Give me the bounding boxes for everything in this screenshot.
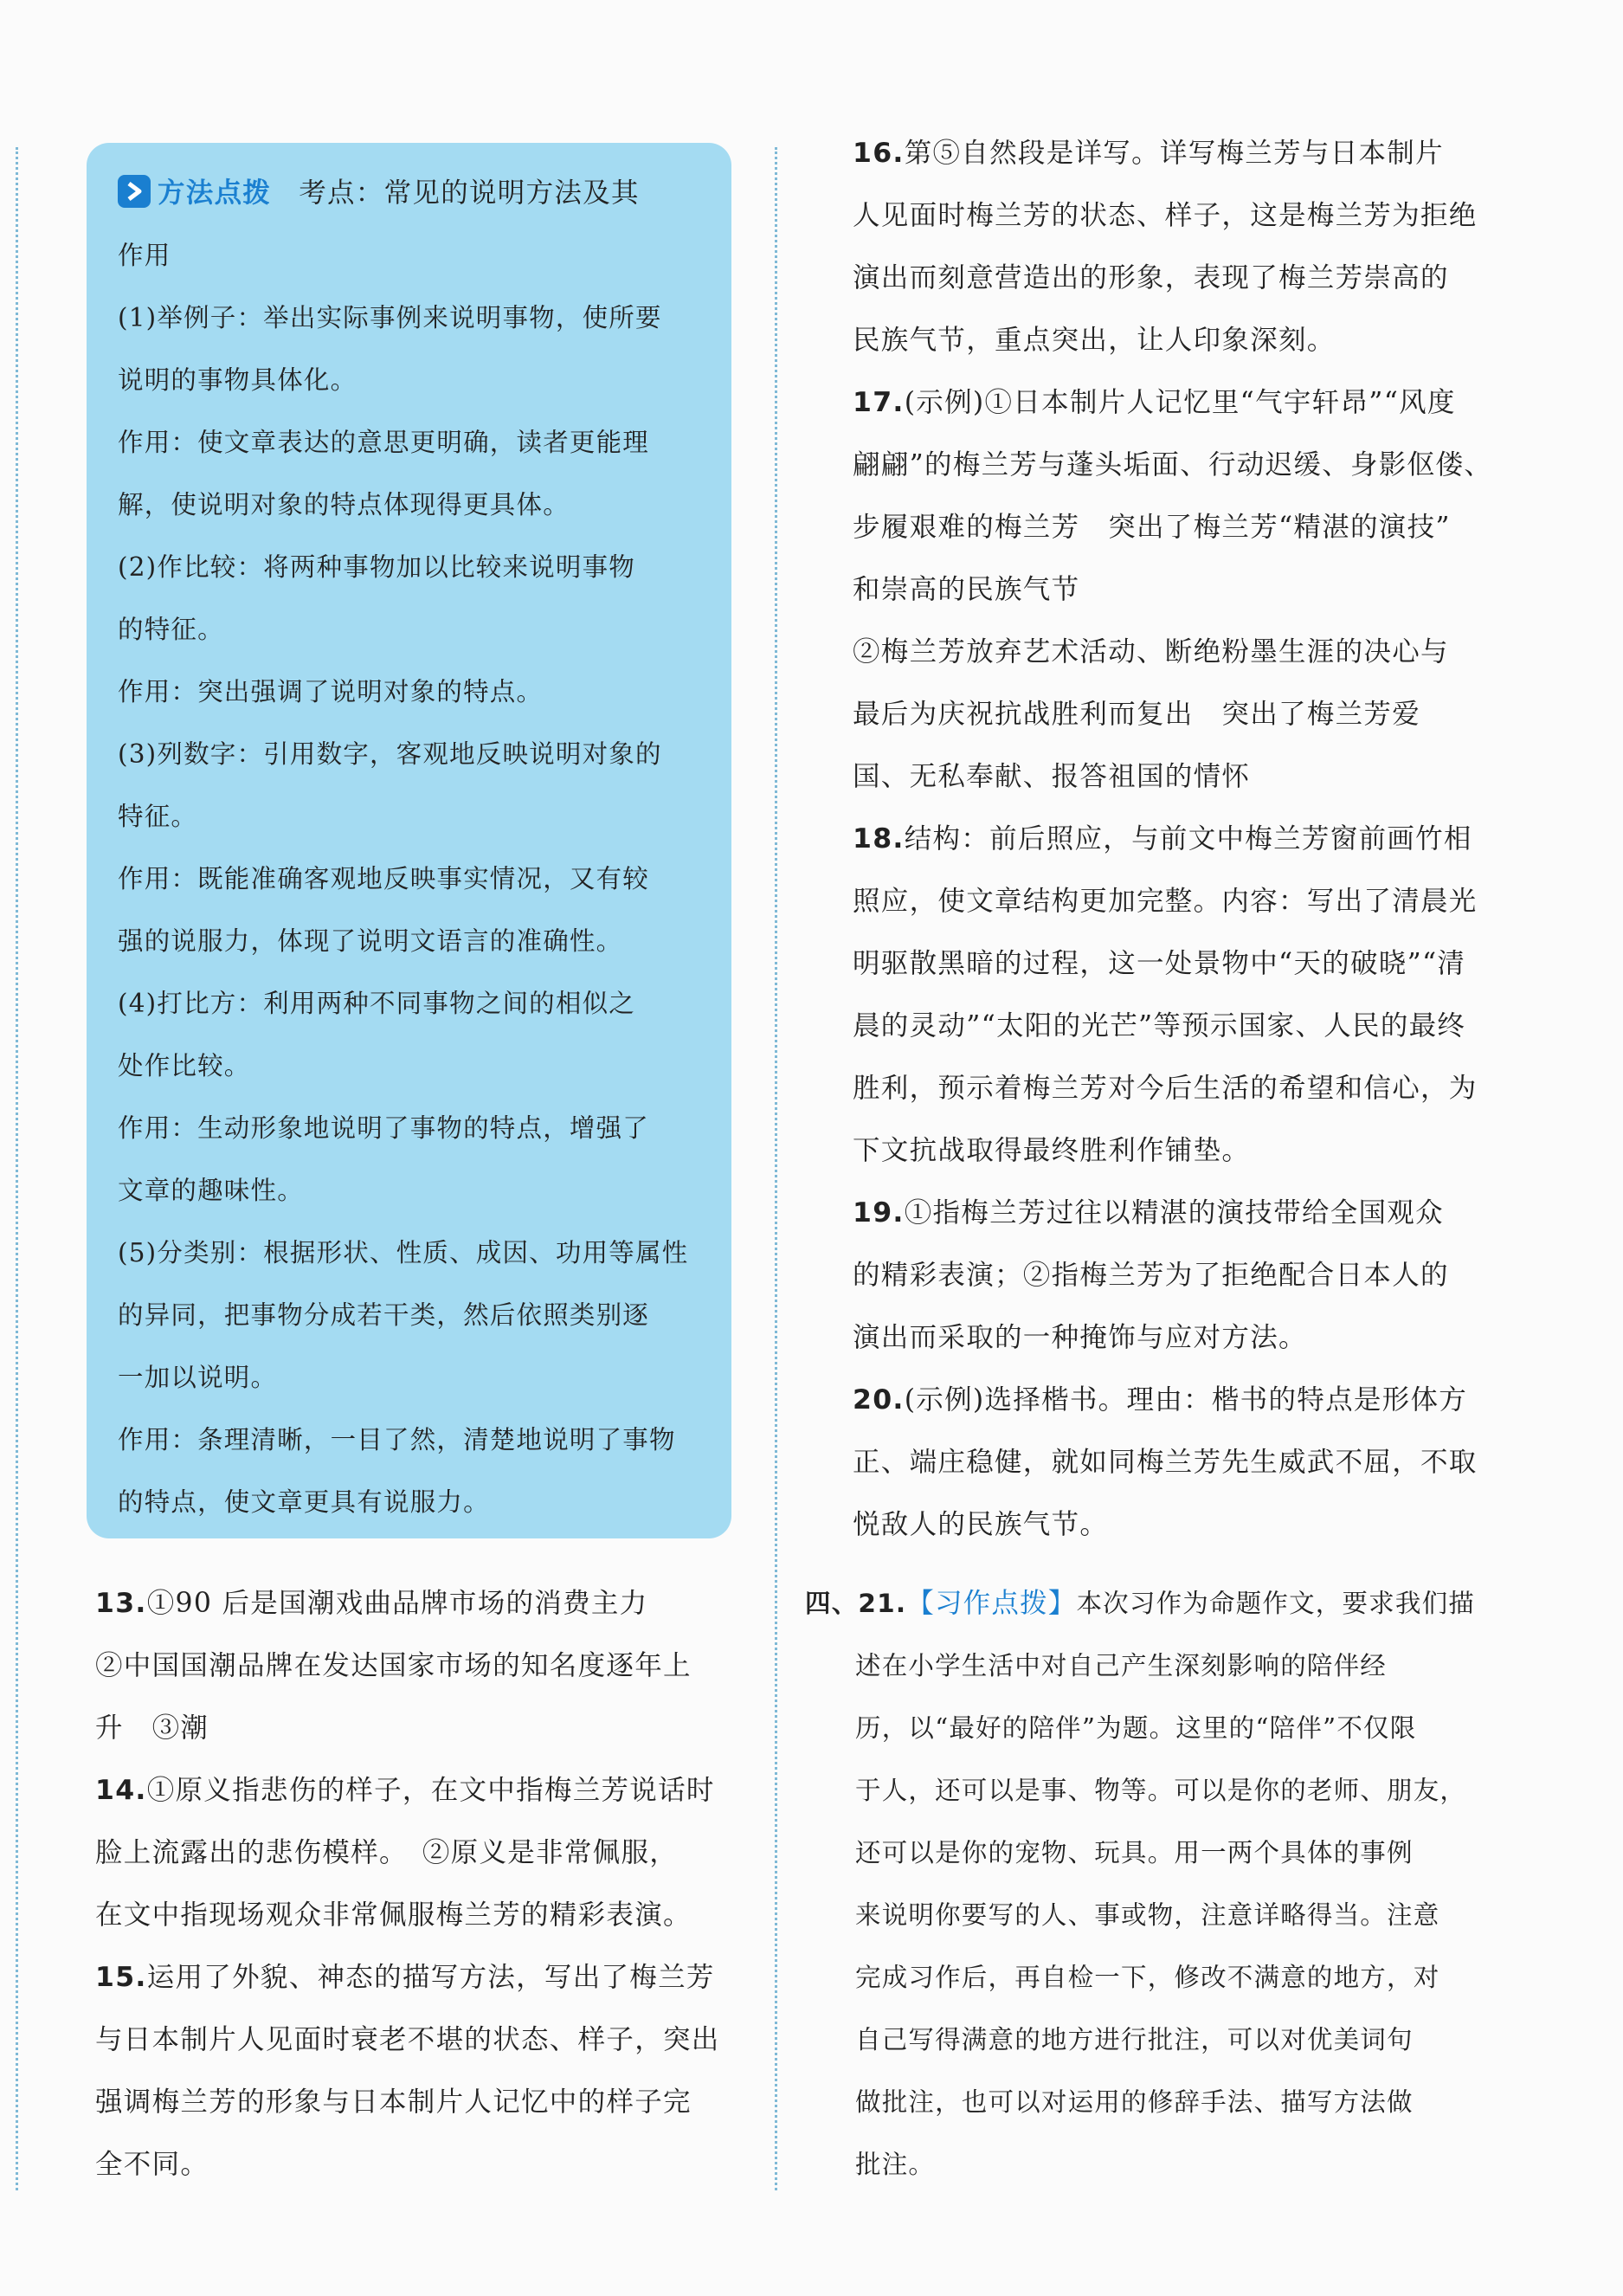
answer-block <box>853 1182 1502 1369</box>
question-21-line: 述在小学生活中对自己产生深刻影响的陪伴经 <box>855 1651 1388 1680</box>
question-21-line: 批注。 <box>855 2150 936 2179</box>
answer-line <box>853 870 1502 932</box>
answer-text: 下文抗战取得最终胜利作铺垫。 <box>853 1135 1251 1166</box>
answer-text: 脸上流露出的悲伤模样。 ②原义是非常佩服， <box>95 1837 679 1868</box>
answer-text: 步履艰难的梅兰芳 突出了梅兰芳“精湛的演技” <box>853 512 1451 543</box>
question-21-first-line <box>805 1572 1515 1635</box>
question-21-line: 历，以“最好的陪伴”为题。这里的“陪伴”不仅限 <box>855 1713 1417 1743</box>
answer-line <box>853 184 1502 247</box>
answer-line <box>95 1572 753 1635</box>
answer-number: 20. <box>853 1384 905 1416</box>
method-tips-line: 文章的趣味性。 <box>118 1176 304 1205</box>
answer-line <box>95 1759 753 1822</box>
method-tips-line: (4)打比方：利用两种不同事物之间的相似之 <box>118 989 635 1018</box>
method-tips-line: (2)作比较：将两种事物加以比较来说明事物 <box>118 552 635 582</box>
answer-text: 最后为庆祝抗战胜利而复出 突出了梅兰芳爱 <box>853 699 1421 730</box>
method-tips-line: 的异同，把事物分成若干类，然后依照类别逐 <box>118 1300 650 1330</box>
answer-text: 运用了外貌、神态的描写方法，写出了梅兰芳 <box>146 1962 715 1993</box>
method-tips-label: 方法点拨 <box>158 177 272 209</box>
method-tips-line: 作用：条理清晰，一目了然，清楚地说明了事物 <box>118 1425 676 1454</box>
answer-text: 国、无私奉献、报答祖国的情怀 <box>853 761 1251 792</box>
answer-number: 15. <box>95 1962 147 1993</box>
left-answers <box>95 1572 753 2196</box>
answer-line <box>95 1635 753 1697</box>
answer-line <box>853 745 1502 808</box>
method-tips-line: 一加以说明。 <box>118 1363 278 1392</box>
method-tips-line: 说明的事物具体化。 <box>118 365 357 395</box>
question-21-line: 来说明你要写的人、事或物，注意详略得当。注意 <box>855 1900 1440 1930</box>
answer-line <box>853 309 1502 371</box>
method-tips-line: (5)分类别：根据形状、性质、成因、功用等属性 <box>118 1238 689 1267</box>
answer-line <box>95 1884 753 1946</box>
answer-text: 和崇高的民族气节 <box>853 574 1080 605</box>
answer-text: 人见面时梅兰芳的状态、样子，这是梅兰芳为拒绝 <box>853 200 1478 231</box>
answer-number: 14. <box>95 1775 147 1806</box>
answer-number: 18. <box>853 823 905 855</box>
answer-line <box>853 1119 1502 1182</box>
answer-number: 16. <box>853 138 905 169</box>
method-tips-line: 处作比较。 <box>118 1051 251 1080</box>
method-tips-line: (1)举例子：举出实际事例来说明事物，使所要 <box>118 303 662 332</box>
method-tips-line: 作用：使文章表达的意思更明确，读者更能理 <box>118 428 650 457</box>
answer-text: ①90 后是国潮戏曲品牌市场的消费主力 <box>146 1588 648 1619</box>
answer-line <box>853 371 1502 434</box>
answer-line <box>853 808 1502 870</box>
answer-text: 民族气节，重点突出，让人印象深刻。 <box>853 325 1336 356</box>
method-tips-box <box>87 143 731 1538</box>
answer-block <box>853 122 1502 371</box>
answer-line <box>853 995 1502 1057</box>
answer-text: 与日本制片人见面时衰老不堪的状态、样子，突出 <box>95 2024 720 2055</box>
answer-text: ②梅兰芳放弃艺术活动、断绝粉墨生涯的决心与 <box>853 636 1449 668</box>
method-tips-line: 解，使说明对象的特点体现得更具体。 <box>118 490 570 519</box>
answer-text: 正、端庄稳健，就如同梅兰芳先生威武不屈，不取 <box>853 1447 1478 1478</box>
method-tips-line: 作用：生动形象地说明了事物的特点，增强了 <box>118 1113 650 1143</box>
answer-line <box>853 1057 1502 1119</box>
answer-line <box>853 1182 1502 1244</box>
answer-text: 明驱散黑暗的过程，这一处景物中“天的破晓”“清 <box>853 948 1466 979</box>
answer-text: ①指梅兰芳过往以精湛的演技带给全国观众 <box>904 1197 1444 1229</box>
answer-line <box>853 558 1502 621</box>
question-21-line: 自己写得满意的地方进行批注，可以对优美词句 <box>855 2025 1414 2054</box>
writing-tips-tag: 【习作点拨】 <box>906 1588 1077 1619</box>
answer-block <box>853 371 1502 808</box>
method-tips-content <box>118 162 712 1533</box>
answer-number: 19. <box>853 1197 905 1229</box>
answer-number: 13. <box>95 1588 147 1619</box>
method-tips-line: 作用 <box>118 241 171 270</box>
answer-line <box>95 1822 753 1884</box>
answer-line <box>95 2009 753 2071</box>
answer-line <box>95 2133 753 2196</box>
answer-text: 胜利，预示着梅兰芳对今后生活的希望和信心，为 <box>853 1073 1478 1104</box>
answer-text: (示例)①日本制片人记忆里“气宇轩昂”“风度 <box>904 387 1456 418</box>
answer-text: 在文中指现场观众非常佩服梅兰芳的精彩表演。 <box>95 1899 692 1931</box>
answer-line <box>853 1244 1502 1306</box>
answer-line <box>853 496 1502 558</box>
answer-line <box>853 1431 1502 1493</box>
answer-text: (示例)选择楷书。理由：楷书的特点是形体方 <box>904 1384 1468 1416</box>
answer-text: 晨的灵动”“太阳的光芒”等预示国家、人民的最终 <box>853 1010 1466 1042</box>
answer-text: ①原义指悲伤的样子，在文中指梅兰芳说话时 <box>146 1775 715 1806</box>
method-tips-topic: 考点：常见的说明方法及其 <box>299 177 640 209</box>
answer-text: 悦敌人的民族气节。 <box>853 1509 1109 1540</box>
answer-number: 17. <box>853 387 905 418</box>
method-tips-line: 的特征。 <box>118 615 224 644</box>
method-tips-line: 作用：既能准确客观地反映事实情况，又有较 <box>118 864 650 893</box>
answer-line <box>853 683 1502 745</box>
answer-line <box>95 1946 753 2009</box>
question-21-line: 完成习作后，再自检一下，修改不满意的地方，对 <box>855 1963 1440 1992</box>
question-21-body <box>805 1635 1515 2196</box>
answer-line <box>853 247 1502 309</box>
question-21-line: 还可以是你的宠物、玩具。用一两个具体的事例 <box>855 1838 1414 1867</box>
method-tips-line: 作用：突出强调了说明对象的特点。 <box>118 677 544 706</box>
answer-block <box>853 1369 1502 1556</box>
question-21-line: 于人，还可以是事、物等。可以是你的老师、朋友， <box>855 1776 1467 1805</box>
answer-text: 全不同。 <box>95 2149 209 2180</box>
answer-line <box>95 2071 753 2133</box>
question-21-line: 做批注，也可以对运用的修辞手法、描写方法做 <box>855 2087 1414 2117</box>
method-tips-line: (3)列数字：引用数字，客观地反映说明对象的 <box>118 739 662 769</box>
method-tips-line: 的特点，使文章更具有说服力。 <box>118 1487 490 1517</box>
left-margin-rule <box>16 147 18 2190</box>
answer-text: 结构：前后照应，与前文中梅兰芳窗前画竹相 <box>904 823 1472 855</box>
answer-line <box>853 434 1502 496</box>
answer-block <box>95 1759 753 1946</box>
answer-line <box>853 621 1502 683</box>
answer-line <box>95 1697 753 1759</box>
answer-line <box>853 1369 1502 1431</box>
method-tips-line: 特征。 <box>118 802 198 831</box>
answer-line <box>853 932 1502 995</box>
right-answers <box>853 122 1502 1556</box>
answer-block <box>95 1946 753 2196</box>
answer-text: 照应，使文章结构更加完整。内容：写出了清晨光 <box>853 886 1478 917</box>
answer-block <box>95 1572 753 1759</box>
question-21-number: 四、21. <box>805 1589 907 1618</box>
answer-line <box>853 1306 1502 1369</box>
answer-line <box>853 122 1502 184</box>
method-tips-line: 强的说服力，体现了说明文语言的准确性。 <box>118 926 623 956</box>
column-divider <box>775 147 777 2190</box>
answer-block <box>853 808 1502 1182</box>
answer-text: 演出而刻意营造出的形象，表现了梅兰芳崇高的 <box>853 262 1449 293</box>
answer-text: 升 ③潮 <box>95 1712 209 1744</box>
answer-text: ②中国国潮品牌在发达国家市场的知名度逐年上 <box>95 1650 692 1681</box>
answer-text: 第⑤自然段是详写。详写梅兰芳与日本制片 <box>904 138 1444 169</box>
answer-text: 强调梅兰芳的形象与日本制片人记忆中的样子完 <box>95 2086 692 2118</box>
question-21-line: 本次习作为命题作文，要求我们描 <box>1076 1589 1475 1618</box>
method-tips-lines <box>118 224 712 1533</box>
method-tips-heading <box>118 162 712 224</box>
answer-text: 演出而采取的一种掩饰与应对方法。 <box>853 1322 1307 1353</box>
chevron-right-icon <box>118 175 151 208</box>
answer-text: 翩翩”的梅兰芳与蓬头垢面、行动迟缓、身影伛偻、 <box>853 449 1493 480</box>
question-21 <box>805 1572 1515 2196</box>
answer-line <box>853 1493 1502 1556</box>
answer-text: 的精彩表演；②指梅兰芳为了拒绝配合日本人的 <box>853 1260 1449 1291</box>
